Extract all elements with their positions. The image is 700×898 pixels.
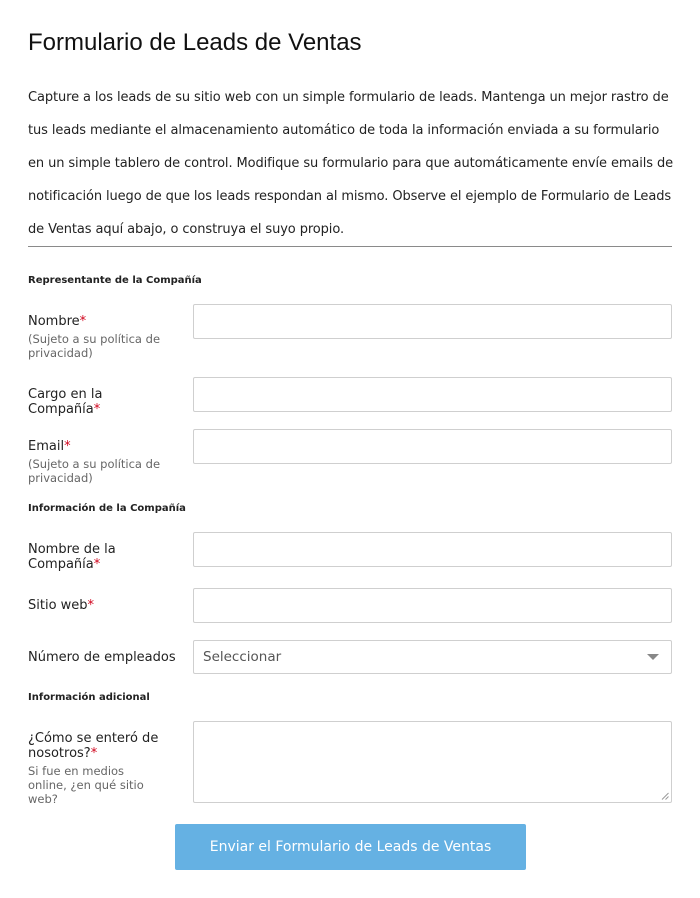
section-company-rep: Representante de la Compañía [28, 275, 202, 286]
website-input[interactable] [193, 588, 672, 623]
email-label [28, 439, 178, 485]
required-mark: * [79, 314, 87, 329]
email-hint: (Sujeto a su política de privacidad) [28, 457, 161, 485]
resize-handle-icon[interactable] [661, 792, 669, 800]
referral-hint: Si fue en medios online, ¿en qué sitio web? [28, 764, 144, 806]
section-company-info: Información de la Compañía [28, 503, 186, 514]
company-name-input[interactable] [193, 532, 672, 567]
website-label-text: Sitio web [28, 598, 88, 613]
required-mark: * [64, 439, 71, 454]
company-name-label-text: Nombre de la Compañía [28, 542, 116, 572]
referral-label [28, 731, 163, 806]
submit-button[interactable]: Enviar el Formulario de Leads de Ventas [175, 824, 526, 870]
position-label-text: Cargo en la Compañía [28, 387, 103, 417]
employees-select[interactable] [193, 640, 672, 674]
email-label-text: Email [28, 439, 65, 454]
employees-label-text: Número de empleados [28, 650, 176, 665]
email-input[interactable] [193, 429, 672, 464]
required-mark: * [87, 598, 95, 613]
name-label-text: Nombre [28, 314, 80, 329]
position-label [28, 387, 178, 417]
website-label [28, 598, 178, 613]
employees-label [28, 650, 178, 665]
name-hint: (Sujeto a su política de privacidad) [28, 332, 161, 360]
name-input[interactable] [193, 304, 672, 339]
required-mark: * [90, 746, 98, 761]
position-input[interactable] [193, 377, 672, 412]
required-mark: * [93, 557, 101, 572]
section-additional-info: Información adicional [28, 692, 150, 703]
page-title: Formulario de Leads de Ventas [28, 29, 362, 56]
chevron-down-icon [647, 654, 659, 660]
referral-textarea[interactable] [193, 721, 672, 803]
required-mark: * [93, 402, 101, 417]
form-description: Capture a los leads de su sitio web con un simple formulario de leads. Mantenga un mejor rastro de tus leads mediante el almacenamiento automático de toda la información enviada a su formulario en un simple tablero de control. Modifique su formulario para que automáticamente envíe emails de notificación luego de que los leads respondan al mismo. Observe el ejemplo de Formulario de Leads de Ventas aquí abajo, o construya el suyo propio. [28, 90, 674, 237]
company-name-label [28, 542, 138, 572]
employees-selected-value: Seleccionar [203, 649, 282, 665]
header-divider [28, 246, 672, 247]
name-label [28, 314, 178, 360]
referral-label-text: ¿Cómo se enteró de nosotros? [28, 731, 159, 761]
